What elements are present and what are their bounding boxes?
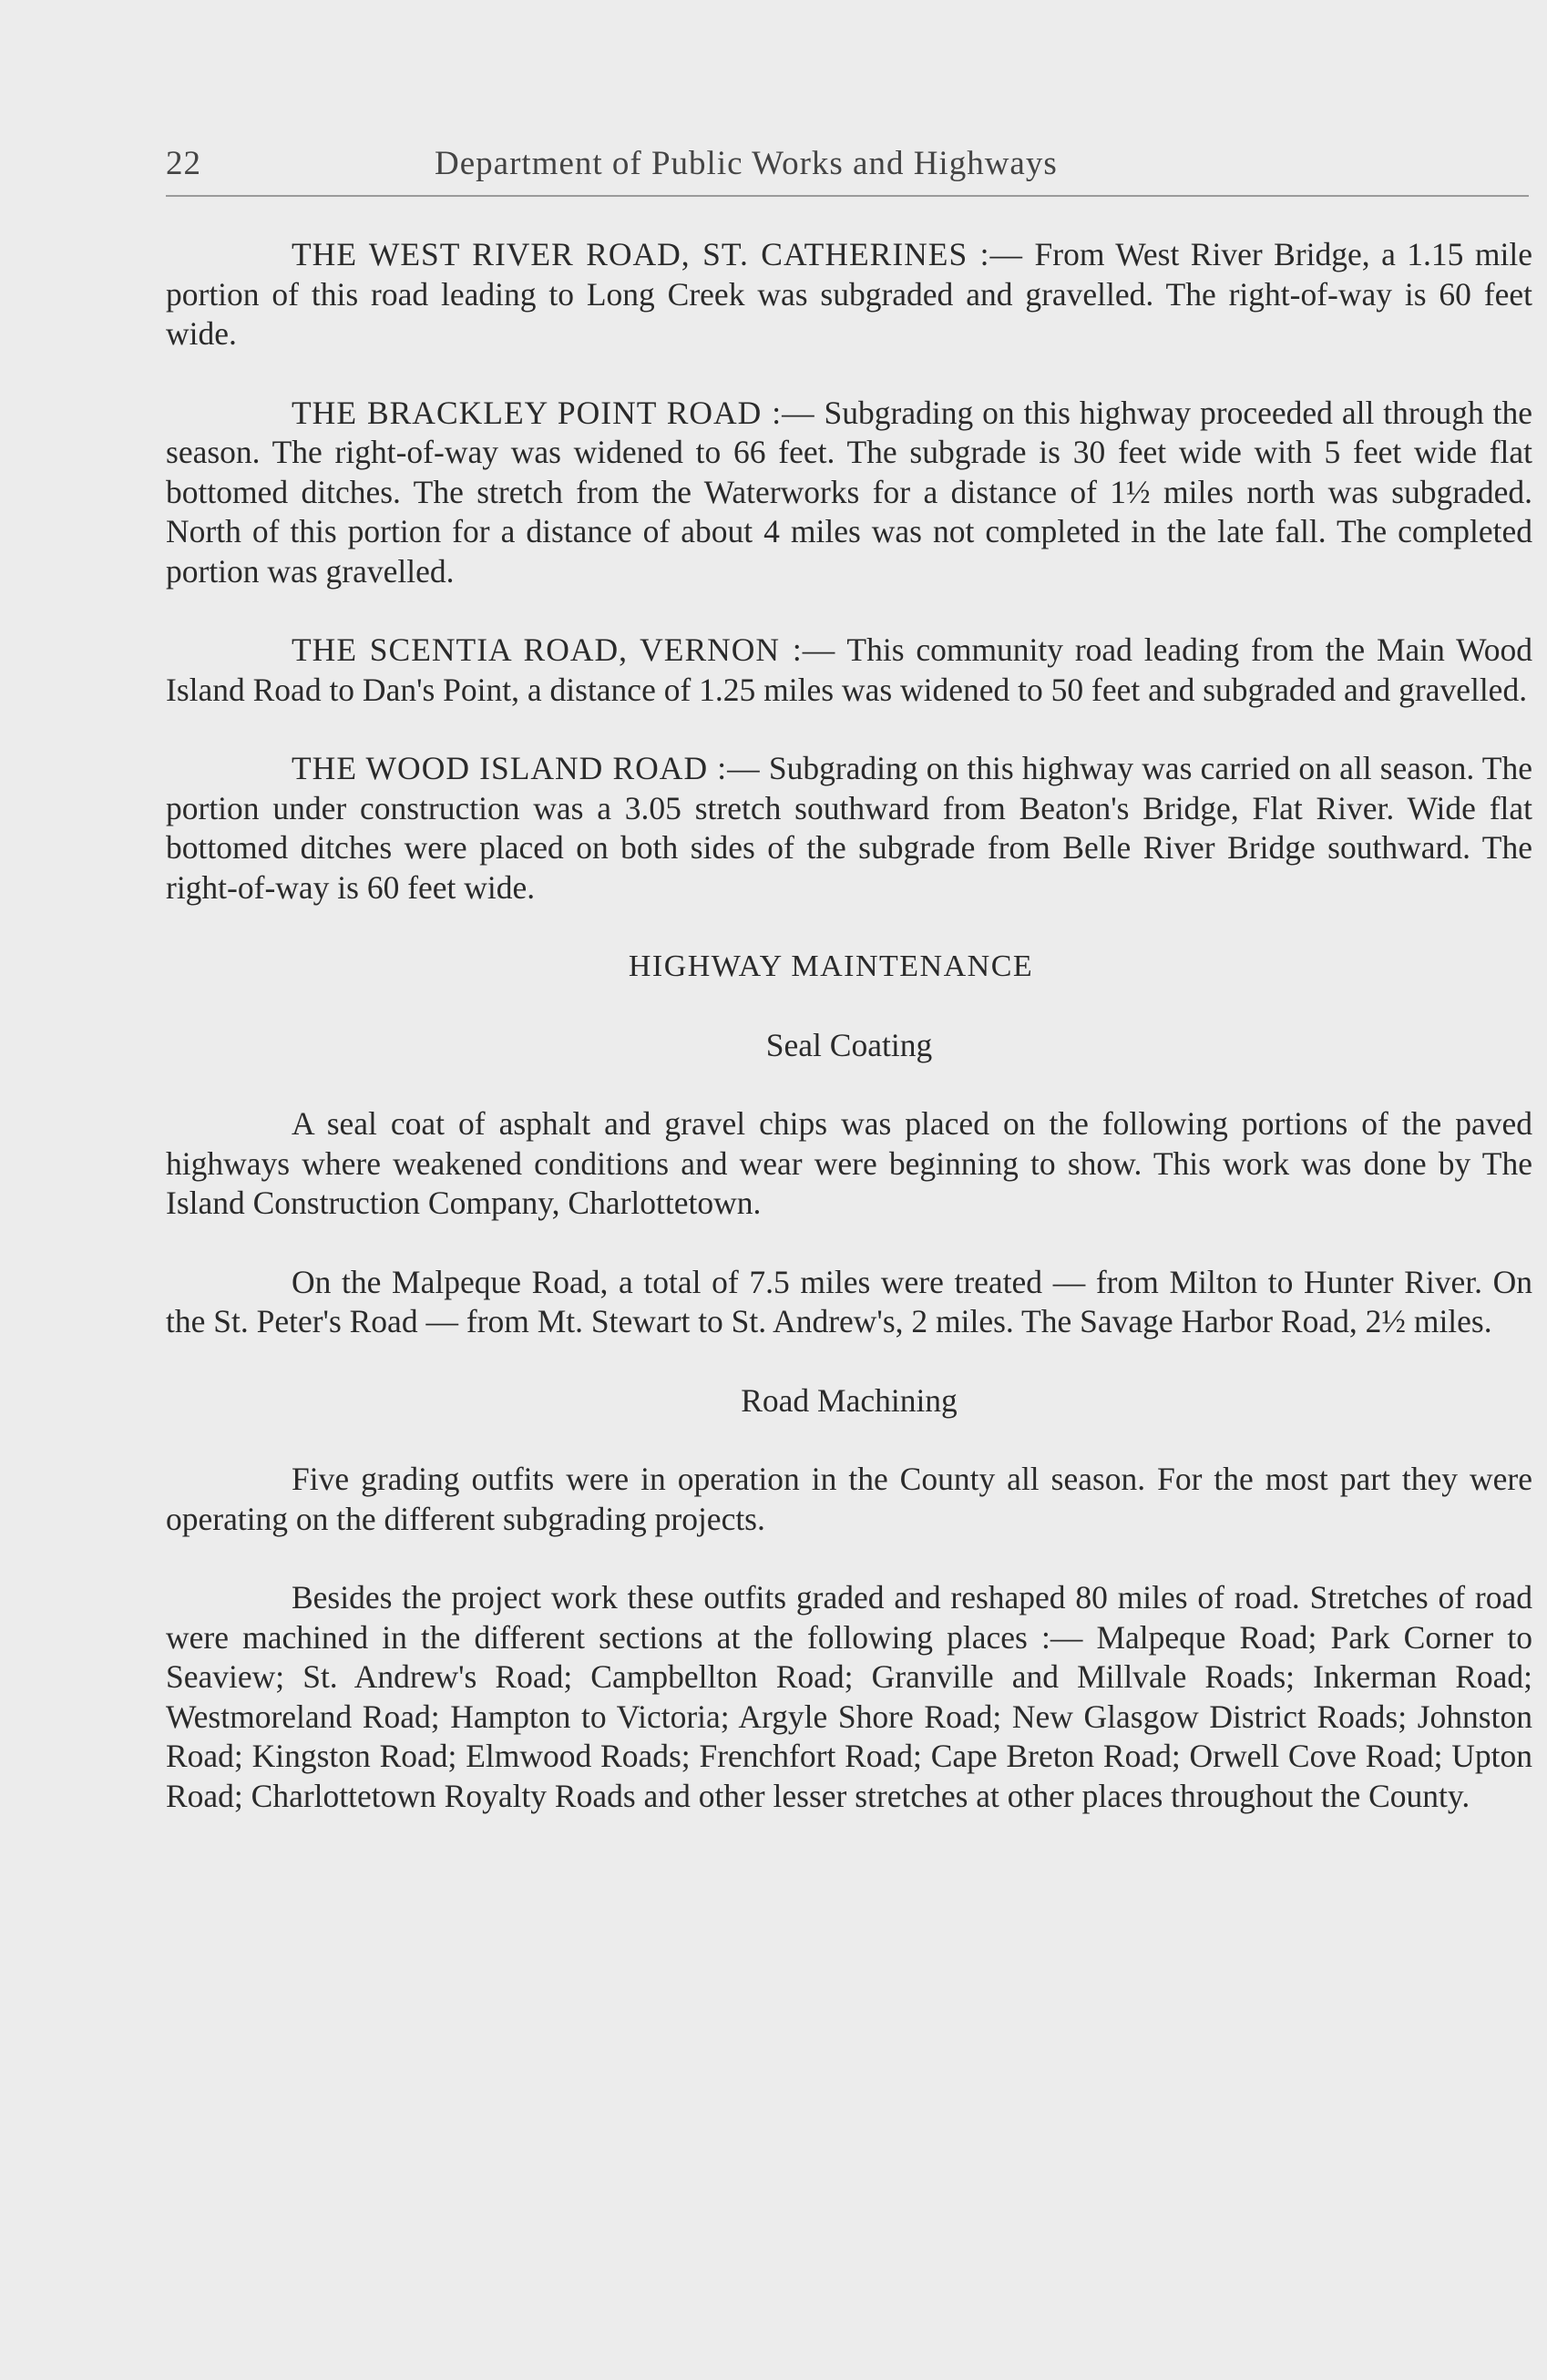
seal-coat-paragraph: A seal coat of asphalt and gravel chips was placed on the following portions of the paved highways where weakened conditions and wear were beginning to show. This work was done by The Island Construction Company, Charlottetown. (166, 1105, 1532, 1221)
brackley-point-road-lead: THE BRACKLEY POINT ROAD :— (292, 394, 815, 431)
wood-island-road-paragraph (166, 749, 1532, 908)
brackley-point-road-paragraph (166, 394, 1532, 592)
west-river-road-text: From West River Bridge, a 1.15 mile portion of this road leading to Long Creek was subgraded and gravelled. The right-of-way is 60 feet wide. (166, 236, 1532, 352)
scentia-road-lead: THE SCENTIA ROAD, VERNON :— (292, 631, 836, 668)
malpeque-treatment-paragraph: On the Malpeque Road, a total of 7.5 miles were treated — from Milton to Hunter River. On the St. Peter's Road — from Mt. Stewart to St. Andrew's, 2 miles. The Savage Harbor Road, 2½ miles. (166, 1263, 1532, 1339)
grading-outfits-paragraph: Five grading outfits were in operation in the County all season. For the most part they were operating on the different subgrading projects. (166, 1461, 1532, 1537)
highway-maintenance-heading: HIGHWAY MAINTENANCE (628, 949, 1034, 983)
west-river-road-paragraph (166, 235, 1532, 354)
seal-coating-heading: Seal Coating (765, 1026, 933, 1063)
page-body (166, 235, 1532, 1855)
header-rule (166, 195, 1529, 197)
page-header (166, 137, 1532, 191)
scentia-road-text: This community road leading from the Main Wood Island Road to Dan's Point, a distance of 1.25 miles was widened to 50 feet and subgraded and gravelled. (166, 631, 1532, 708)
machined-roads-paragraph: Besides the project work these outfits graded and reshaped 80 miles of road. Stretches of road were machined in the different sections at the following places :— Malpeque Road; Park Corner to Seaview; St. Andrew's Road; Campbellton Road; Granville and Millvale Roads; Inkerman Road; Westmoreland Road; Hampton to Victoria; Argyle Shore Road; New Glasgow District Roads; Johnston Road; Kingston Road; Elmwood Roads; Frenchfort Road; Cape Breton Road; Orwell Cove Road; Upton Road; Charlottetown Royalty Roads and other lesser stretches at other places throughout the County. (166, 1579, 1532, 1814)
brackley-point-road-text: Subgrading on this highway proceeded all through the season. The right-of-way was widened to 66 feet. The subgrade is 30 feet wide with 5 feet wide flat bottomed ditches. The stretch from the Waterworks for a distance of 1½ miles north was subgraded. North of this portion for a distance of about 4 miles was not completed in the late fall. The completed portion was gravelled. (166, 394, 1532, 590)
running-title: Department of Public Works and Highways (435, 145, 1058, 182)
wood-island-road-text: Subgrading on this highway was carried on all season. The portion under construction was a 3.05 stretch southward from Beaton's Bridge, Flat River. Wide flat bottomed ditches were placed on both sides of the subgrade from Belle River Bridge southward. The right-of-way is 60 feet wide. (166, 750, 1532, 906)
scentia-road-paragraph (166, 631, 1532, 710)
page-number: 22 (166, 145, 201, 182)
wood-island-road-lead: THE WOOD ISLAND ROAD :— (292, 750, 761, 786)
road-machining-heading: Road Machining (741, 1381, 958, 1419)
west-river-road-lead: THE WEST RIVER ROAD, ST. CATHERINES :— (292, 236, 1024, 272)
